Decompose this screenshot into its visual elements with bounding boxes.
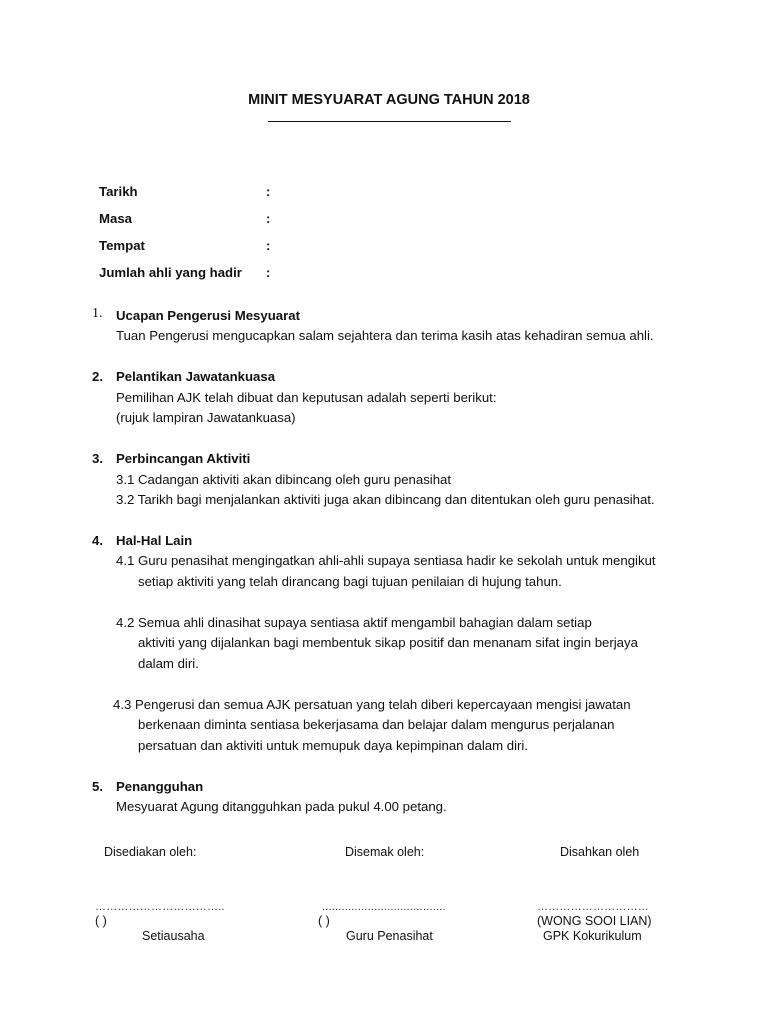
field-colon: : <box>266 184 271 199</box>
section-text: Mesyuarat Agung ditangguhkan pada pukul 4.00 petang. <box>116 799 447 814</box>
signature-role: GPK Kokurikulum <box>543 929 642 943</box>
signature-caption-approved: Disahkan oleh <box>560 845 640 859</box>
section-number: 3. <box>92 451 103 466</box>
field-label-tarikh: Tarikh <box>99 184 138 199</box>
field-colon: : <box>266 265 271 280</box>
section-text: Pemilihan AJK telah dibuat dan keputusan adalah seperti berikut: <box>116 390 497 405</box>
signature-name: (WONG SOOI LIAN) <box>537 914 652 928</box>
sub-item-text: setiap aktiviti yang telah dirancang bagi tujuan penilaian di hujung tahun. <box>138 574 562 589</box>
section-heading: Penangguhan <box>116 779 204 794</box>
sub-item-4-2: 4.2 Semua ahli dinasihat supaya sentiasa aktif mengambil bahagian dalam setiap <box>116 615 592 630</box>
signature-caption-prepared: Disediakan oleh: <box>104 845 197 859</box>
field-label-masa: Masa <box>99 211 132 226</box>
field-colon: : <box>266 211 271 226</box>
sub-item-4-1: 4.1 Guru penasihat mengingatkan ahli-ahli supaya sentiasa hadir ke sekolah untuk mengikut <box>116 553 656 568</box>
sub-item-4-3: 4.3 Pengerusi dan semua AJK persatuan yang telah diberi kepercayaan mengisi jawatan <box>113 697 631 712</box>
sub-item-text: berkenaan diminta sentiasa bekerjasama dan belajar dalam mengurus perjalanan <box>138 717 615 732</box>
signature-line: ………………………… <box>537 901 649 913</box>
section-text: 3.2 Tarikh bagi menjalankan aktiviti juga akan dibincang dan ditentukan oleh guru penasihat. <box>116 492 655 507</box>
section-text: (rujuk lampiran Jawatankuasa) <box>116 410 296 425</box>
signature-name: ( ) <box>318 914 330 928</box>
signature-line: …………………………….. <box>95 901 225 913</box>
section-number: 1. <box>92 306 103 321</box>
section-heading: Perbincangan Aktiviti <box>116 451 251 466</box>
sub-item-text: persatuan dan aktiviti untuk memupuk daya kepimpinan dalam diri. <box>138 738 528 753</box>
section-number: 2. <box>92 369 103 384</box>
section-number: 5. <box>92 779 103 794</box>
signature-role: Guru Penasihat <box>346 929 433 943</box>
signature-line: ...................................... <box>322 901 446 913</box>
section-number: 4. <box>92 533 103 548</box>
section-heading: Hal-Hal Lain <box>116 533 193 548</box>
field-label-tempat: Tempat <box>99 238 145 253</box>
title-underline <box>268 121 511 122</box>
signature-name: ( ) <box>95 914 107 928</box>
section-text: 3.1 Cadangan aktiviti akan dibincang oleh guru penasihat <box>116 472 452 487</box>
field-colon: : <box>266 238 271 253</box>
section-heading: Pelantikan Jawatankuasa <box>116 369 276 384</box>
section-text: Tuan Pengerusi mengucapkan salam sejahtera dan terima kasih atas kehadiran semua ahli. <box>116 328 654 343</box>
signature-role: Setiausaha <box>142 929 205 943</box>
signature-caption-checked: Disemak oleh: <box>345 845 425 859</box>
field-label-jumlah-ahli: Jumlah ahli yang hadir <box>99 265 242 280</box>
sub-item-text: dalam diri. <box>138 656 199 671</box>
document-title: MINIT MESYUARAT AGUNG TAHUN 2018 <box>248 92 530 108</box>
sub-item-text: aktiviti yang dijalankan bagi membentuk sikap positif dan menanam sifat ingin berjaya <box>138 635 638 650</box>
section-heading: Ucapan Pengerusi Mesyuarat <box>116 308 300 323</box>
